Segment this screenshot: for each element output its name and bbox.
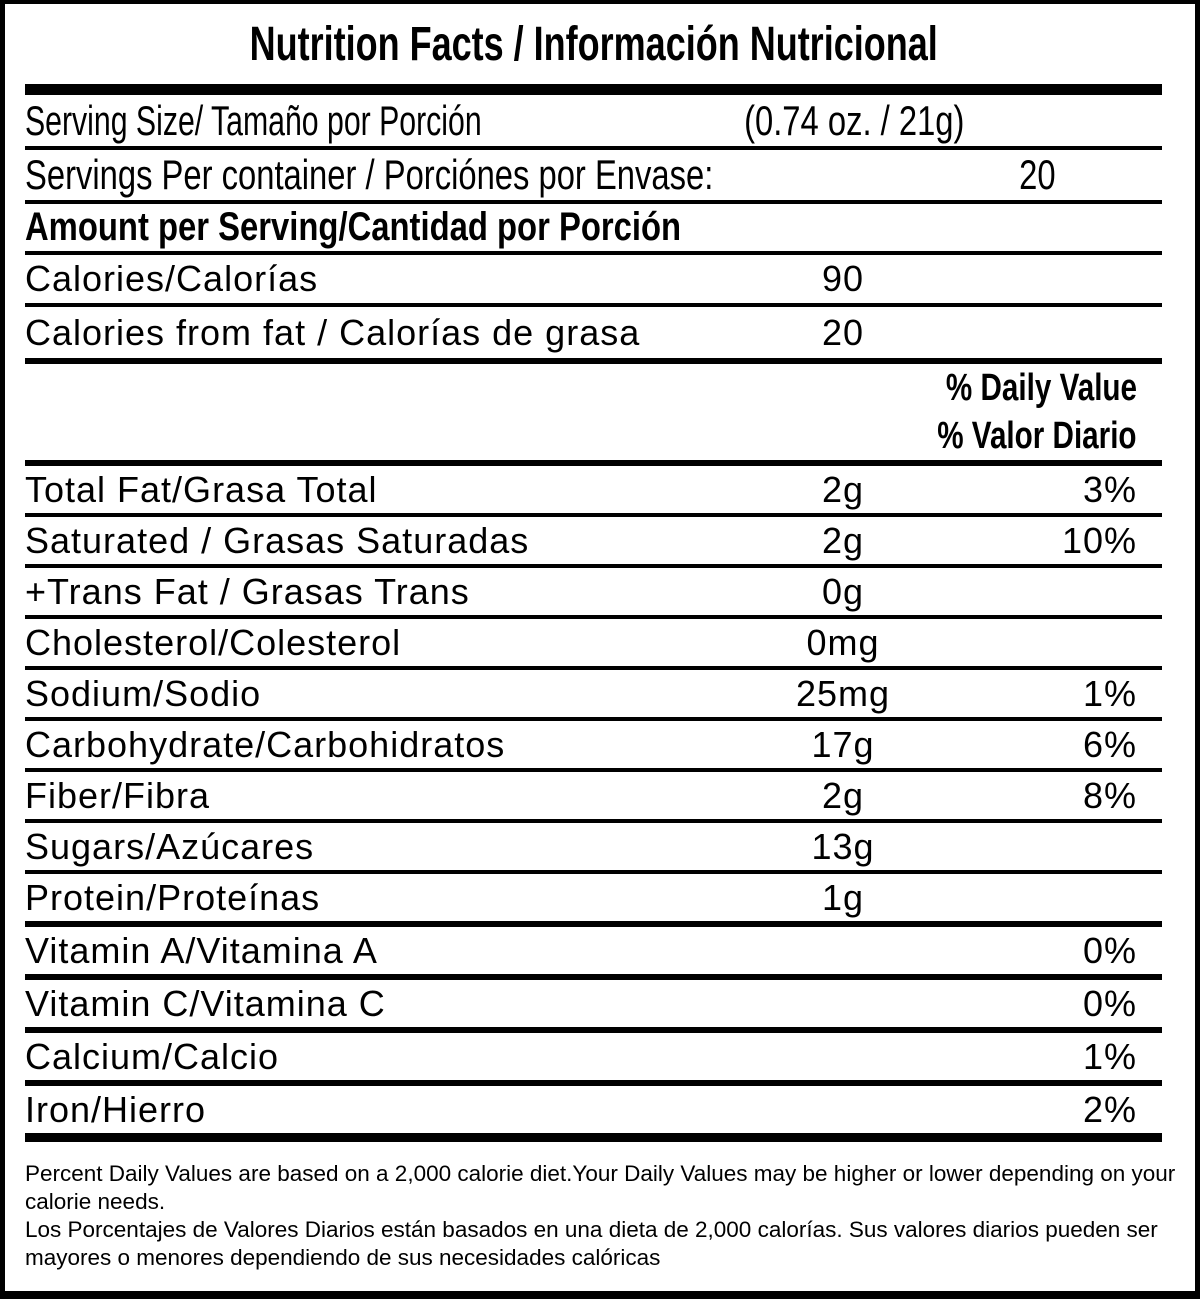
nutrient-label: Sodium/Sodio bbox=[25, 672, 262, 714]
label-title: Nutrition Facts / Información Nutricional bbox=[249, 17, 938, 71]
nutrient-amount: 13g bbox=[811, 825, 875, 867]
servings-per-container-value: 20 bbox=[1019, 151, 1056, 198]
nutrient-amount: 2g bbox=[821, 519, 865, 561]
nutrient-label: Fiber/Fibra bbox=[25, 774, 211, 816]
nutrient-row-vitamin-c bbox=[25, 980, 1162, 1027]
nutrient-percent: 3% bbox=[1082, 468, 1137, 510]
nutrient-row-saturated-fat bbox=[25, 517, 1162, 564]
nutrient-amount: 1g bbox=[821, 876, 865, 918]
nutrient-row-cholesterol bbox=[25, 619, 1162, 666]
nutrient-label: Sugars/Azúcares bbox=[25, 825, 315, 867]
nutrient-label: Calcium/Calcio bbox=[25, 1035, 280, 1077]
nutrient-amount: 2g bbox=[821, 468, 865, 510]
nutrient-row-total-fat bbox=[25, 466, 1162, 513]
nutrient-percent: 1% bbox=[1082, 672, 1137, 714]
label-title-row bbox=[25, 4, 1162, 84]
nutrient-amount: 17g bbox=[811, 723, 875, 765]
nutrient-row-calcium bbox=[25, 1033, 1162, 1080]
footnote-spanish-line1: Los Porcentajes de Valores Diarios están basados en una dieta de 2,000 calorías. Sus valores diarios pueden ser bbox=[25, 1217, 1158, 1242]
nutrient-label: Total Fat/Grasa Total bbox=[25, 468, 378, 510]
nutrient-row-trans-fat bbox=[25, 568, 1162, 615]
daily-value-header-block bbox=[25, 364, 1162, 460]
nutrient-percent: 2% bbox=[1082, 1088, 1137, 1130]
nutrient-label: Vitamin A/Vitamina A bbox=[25, 929, 378, 971]
daily-value-header-en: % Daily Value bbox=[945, 366, 1137, 409]
nutrient-label: +Trans Fat / Grasas Trans bbox=[25, 570, 470, 612]
serving-size-value: (0.74 oz. / 21g) bbox=[744, 96, 965, 144]
nutrient-percent: 10% bbox=[1061, 519, 1137, 561]
nutrient-label: Carbohydrate/Carbohidratos bbox=[25, 723, 506, 765]
nutrient-row-fiber bbox=[25, 772, 1162, 819]
nutrient-label: Saturated / Grasas Saturadas bbox=[25, 519, 530, 561]
amount-per-serving-header-row bbox=[25, 204, 1162, 251]
nutrient-amount: 0mg bbox=[806, 621, 880, 663]
nutrient-percent: 0% bbox=[1082, 982, 1137, 1024]
servings-per-container-label: Servings Per container / Porciónes por Envase: bbox=[25, 151, 714, 198]
nutrient-percent: 1% bbox=[1082, 1035, 1137, 1077]
nutrient-label: Iron/Hierro bbox=[25, 1088, 207, 1130]
footnote-divider-bar bbox=[25, 1133, 1162, 1142]
nutrient-percent: 8% bbox=[1082, 774, 1137, 816]
calories-from-fat-value: 20 bbox=[821, 311, 865, 353]
calories-row bbox=[25, 255, 1162, 303]
nutrient-row-protein bbox=[25, 874, 1162, 921]
servings-per-container-row bbox=[25, 150, 1162, 200]
footnote-english-line2: calorie needs. bbox=[25, 1189, 166, 1214]
title-divider-bar bbox=[25, 84, 1162, 95]
footnote-spanish-line2: mayores o menores dependiendo de sus necesidades calóricas bbox=[25, 1245, 661, 1270]
nutrient-row-sodium bbox=[25, 670, 1162, 717]
nutrient-row-vitamin-a bbox=[25, 927, 1162, 974]
nutrient-percent: 0% bbox=[1082, 929, 1137, 971]
calories-from-fat-row bbox=[25, 307, 1162, 358]
nutrient-amount: 2g bbox=[821, 774, 865, 816]
daily-value-header-es: % Valor Diario bbox=[937, 414, 1137, 457]
footnote bbox=[25, 1142, 1176, 1291]
footnote-english-line1: Percent Daily Values are based on a 2,000 calorie diet.Your Daily Values may be higher or lower depending on your bbox=[25, 1161, 1176, 1186]
nutrient-label: Protein/Proteínas bbox=[25, 876, 321, 918]
nutrient-percent: 6% bbox=[1082, 723, 1137, 765]
nutrient-label: Cholesterol/Colesterol bbox=[25, 621, 402, 663]
nutrient-amount: 25mg bbox=[795, 672, 891, 714]
nutrient-amount: 0g bbox=[821, 570, 865, 612]
calories-label: Calories/Calorías bbox=[25, 258, 319, 299]
calories-value: 90 bbox=[821, 258, 865, 299]
nutrient-row-iron bbox=[25, 1086, 1162, 1133]
nutrient-row-sugars bbox=[25, 823, 1162, 870]
serving-size-label: Serving Size/ Tamaño por Porción bbox=[25, 96, 482, 144]
nutrient-label: Vitamin C/Vitamina C bbox=[25, 982, 386, 1024]
serving-size-row bbox=[25, 95, 1162, 146]
nutrient-row-carbohydrate bbox=[25, 721, 1162, 768]
amount-per-serving-header: Amount per Serving/Cantidad por Porción bbox=[25, 205, 682, 249]
calories-from-fat-label: Calories from fat / Calorías de grasa bbox=[25, 311, 641, 353]
